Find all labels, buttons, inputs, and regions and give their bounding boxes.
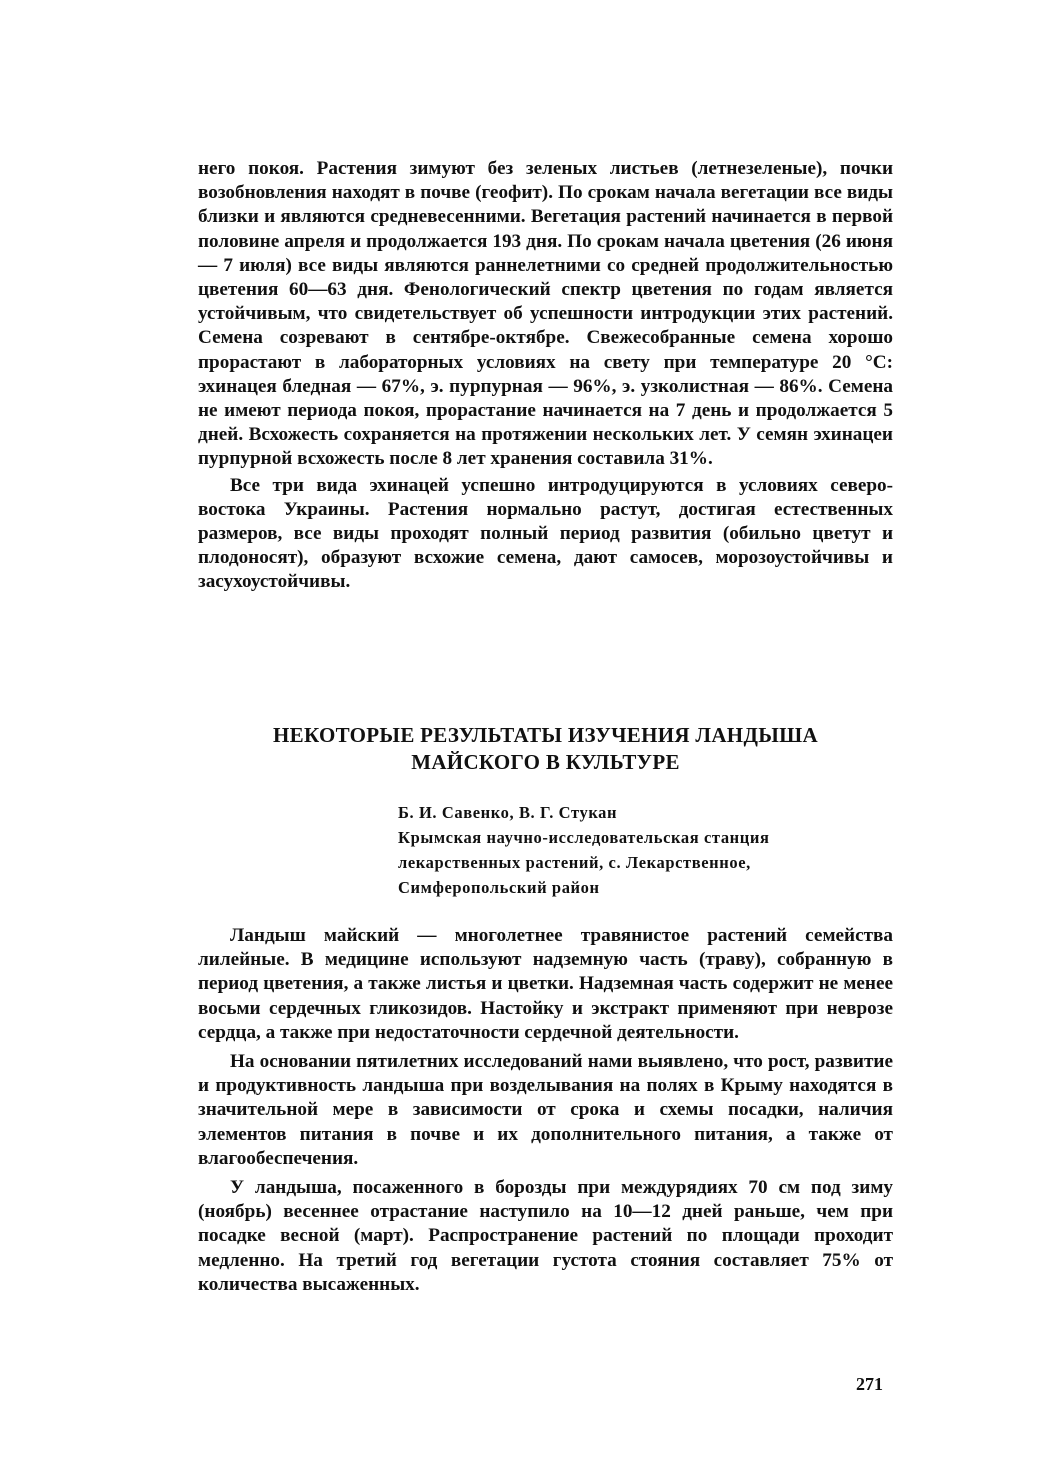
affiliation-line-2: лекарственных растений, с. Лекарственное, <box>398 853 751 872</box>
article-title-line-2: МАЙСКОГО В КУЛЬТУРЕ <box>411 750 680 774</box>
previous-article-paragraph-1: него покоя. Растения зимуют без зеленых листьев (летнезеленые), почки возобновления находят в почве (геофит). По срокам начала вегетации все виды близки и являются средневесенними. Вегетация растений начинается в первой половине апреля и продолжается 193 дня. По срокам начала цветения (26 июня — 7 июля) все виды являются раннелетними со средней продолжительностью цветения 60—63 дня. Фенологический спектр цветения по годам является устойчивым, что свидетельствует об успешности интродукции этих растений. Семена созревают в сентябре-октябре. Свежесобранные семена хорошо прорастают в лабораторных условиях на свету при температуре 20 °С: эхинацея бледная — 67%, э. пурпурная — 96%, э. узколистная — 86%. Семена не имеют периода покоя, прорастание начинается на 7 день и продолжается 5 дней. Всхожесть сохраняется на протяжении нескольких лет. У семян эхинацеи пурпурной всхожесть после 8 лет хранения составила 31%. <box>198 158 893 470</box>
previous-article-text <box>198 157 893 595</box>
article-title-line-1: НЕКОТОРЫЕ РЕЗУЛЬТАТЫ ИЗУЧЕНИЯ ЛАНДЫША <box>273 723 818 747</box>
affiliation-line-3: Симферопольский район <box>398 878 600 897</box>
article-authors: Б. И. Савенко, В. Г. Стукан <box>398 803 618 822</box>
previous-article-paragraph-2: Все три вида эхинацей успешно интродуцируются в условиях северо-востока Украины. Растения нормально растут, достигая естественных размеров, все виды проходят полный период развития (обильно цветут и плодоносят), образуют всхожие семена, дают самосев, морозоустойчивы и засухоустойчивы. <box>198 474 893 593</box>
page-number: 271 <box>856 1374 883 1394</box>
article-paragraph-3: У ландыша, посаженного в борозды при междурядиях 70 см под зиму (ноябрь) весеннее отрастание наступило на 10—12 дней раньше, чем при посадке весной (март). Распространение растений по площади проходит медленно. На третий год вегетации густота стояния составляет 75% от количества высаженных. <box>198 1177 893 1295</box>
article-title <box>198 722 893 776</box>
article-paragraph-1: Ландыш майский — многолетнее травянистое растений семейства лилейные. В медицине используют надземную часть (траву), собранную в период цветения, а также листья и цветки. Надземная часть содержит не менее восьми сердечных гликозидов. Настойку и экстракт применяют при неврозе сердца, а также при недостаточности сердечной деятельности. <box>198 925 893 1043</box>
article-body <box>198 924 893 1297</box>
article-paragraph-2: На основании пятилетних исследований нами выявлено, что рост, развитие и продуктивность ландыша при возделывания на полях в Крыму находятся в значительной мере в зависимости от срока и схемы посадки, наличия элементов питания в почве и их дополнительного питания, а также от влагообеспечения. <box>198 1051 893 1169</box>
article-byline <box>398 800 898 900</box>
affiliation-line-1: Крымская научно-исследовательская станция <box>398 828 770 847</box>
